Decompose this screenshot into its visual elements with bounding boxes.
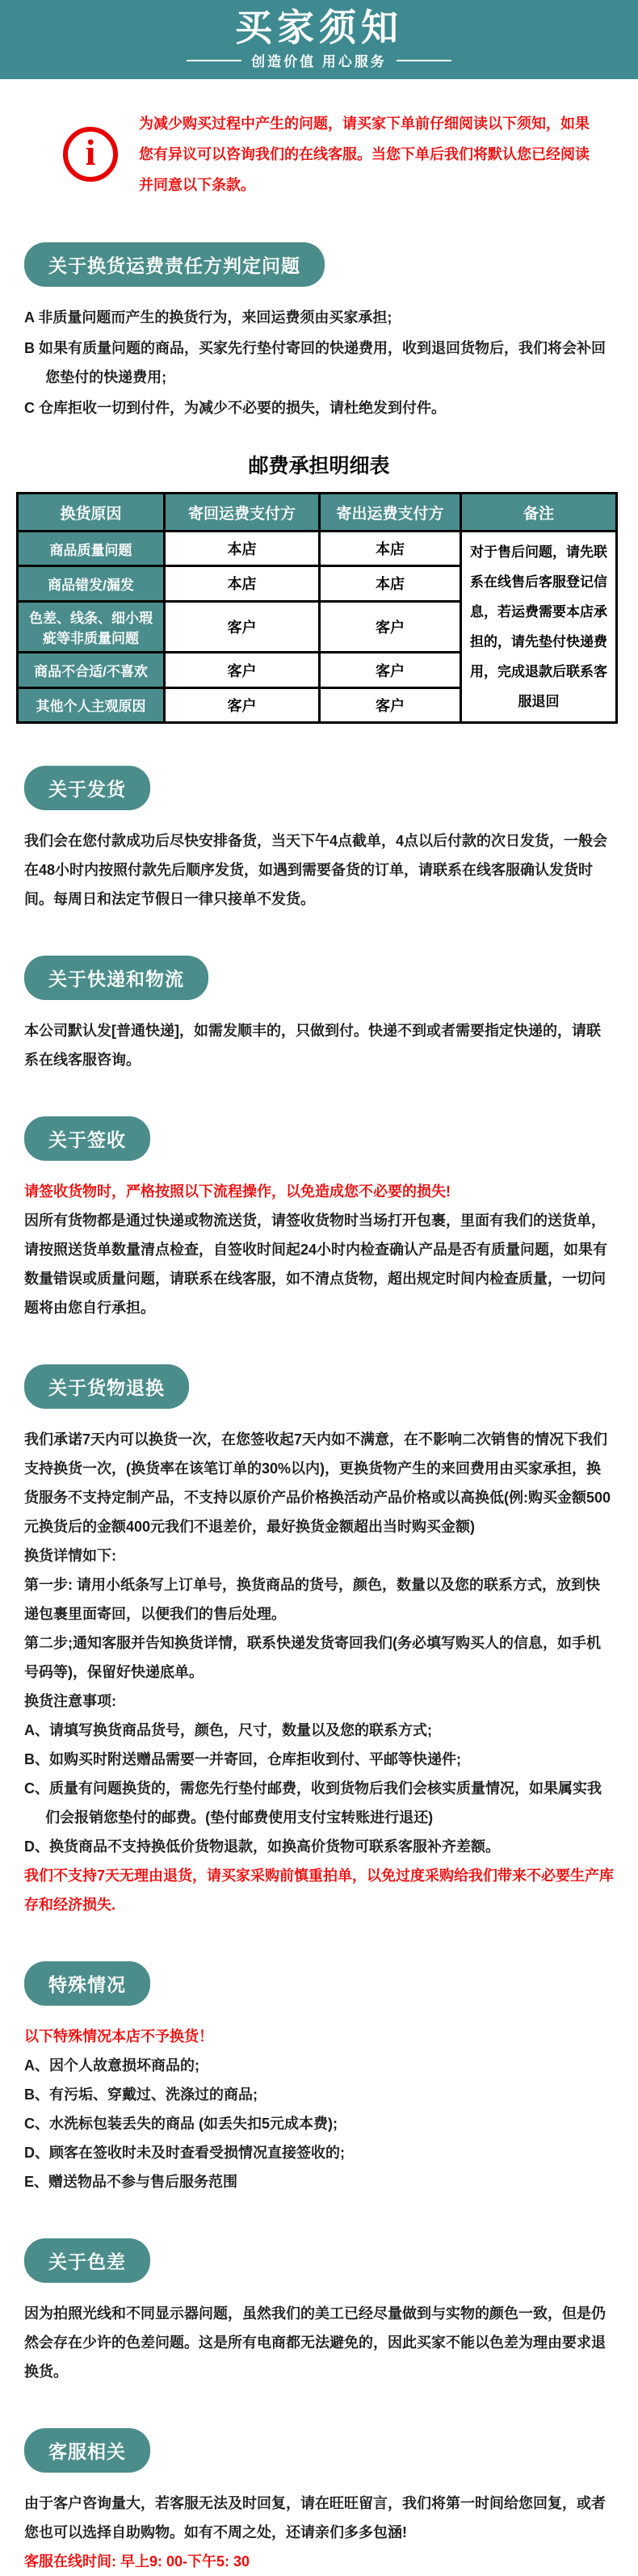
cell-return-pay: 客户 <box>165 687 320 722</box>
intro-warning-text: 为减少购买过程中产生的问题，请买家下单前仔细阅读以下须知，如果您有异议可以咨询我们的在线客服。当您下单后我们将默认您已经阅读并同意以下条款。 <box>139 116 590 193</box>
cell-send-pay: 客户 <box>320 687 461 722</box>
returns-notes <box>24 1716 614 1861</box>
returns-note: D、换货商品不支持换低价货物退款，如换高价货物可联系客服补齐差额。 <box>24 1838 500 1855</box>
list-item: B 如果有质量问题的商品，买家先行垫付寄回的快递费用，收到退回货物后，我们将会补回您垫付的快递费用; <box>24 340 606 385</box>
section-shipping <box>24 766 614 914</box>
cell-remark: 对于售后问题，请先联系在线售后客服登记信息，若运费需要本店承担的，请先垫付快递费用，完成退款后联系客服退回 <box>461 532 617 723</box>
sign-warning-text: 请签收货物时，严格按照以下流程操作，以免造成您不必要的损失! <box>24 1183 451 1200</box>
returns-intro: 我们承诺7天内可以换货一次，在您签收起7天内如不满意，在不影响二次销售的情况下我们支持换货一次，(换货率在该笔订单的30%以内)，更换货物产生的来回费用由买家承担，换货服务不支持定制产品，不支持以原价产品价格换活动产品价格或以高换低(例:购买金额500元换货后的金额400元我们不退差价，最好换货金额超出当时购买金额) <box>24 1431 611 1535</box>
section-title-service: 客服相关 <box>24 2428 150 2473</box>
section-special <box>24 1961 614 2196</box>
section-title-shipping: 关于发货 <box>24 766 150 810</box>
section-title-express: 关于快递和物流 <box>24 956 208 1000</box>
returns-detail-label: 换货详情如下: <box>24 1548 116 1564</box>
col-header-remark: 备注 <box>461 494 617 532</box>
page-content <box>0 108 638 2576</box>
returns-steps <box>24 1570 614 1687</box>
page-title: 买家须知 <box>235 6 403 48</box>
returns-notes-label: 换货注意事项: <box>24 1693 116 1709</box>
info-icon-glyph: i <box>85 132 96 173</box>
sign-body-text: 因所有货物都是通过快递或物流送货，请签收货物时当场打开包裹，里面有我们的送货单，请按照送货单数量清点检查，自签收时间起24小时内检查确认产品是否有质量问题，如果有数量错误或质量问题，请联系在线客服，如不清点货物，超出规定时间内检查质量，一切问题将由您自行承担。 <box>24 1212 608 1316</box>
list-item: C、水洗标包装丢失的商品 (如丢失扣5元成本费); <box>24 2116 338 2132</box>
returns-note: B、如购买时附送赠品需要一并寄回，仓库拒收到付、平邮等快递件; <box>24 1751 461 1767</box>
section-service <box>24 2428 614 2576</box>
divider-line-left <box>187 60 241 61</box>
section-express <box>24 956 614 1074</box>
divider-line-right <box>397 60 451 61</box>
sign-body <box>24 1177 614 1322</box>
list-item: C 仓库拒收一切到付件，为减少不必要的损失，请杜绝发到付件。 <box>24 400 446 416</box>
service-body-text: 由于客户咨询量大，若客服无法及时回复，请在旺旺留言，我们将第一时间给您回复，或者您也可以选择自助购物。如有不周之处，还请亲们多多包涵! <box>24 2495 606 2540</box>
cell-reason: 其他个人主观原因 <box>18 687 165 722</box>
returns-step: 第二步;通知客服并告知换货详情，联系快递发货寄回我们(务必填写购买人的信息，如手机号码等)，保留好快递底单。 <box>24 1635 601 1680</box>
list-item: A 非质量问题而产生的换货行为，来回运费须由买家承担; <box>24 309 392 326</box>
section-title-returns: 关于货物退换 <box>24 1364 189 1409</box>
cell-reason: 商品质量问题 <box>18 532 165 566</box>
returns-note: C、质量有问题换货的，需您先行垫付邮费，收到货物后我们会核实质量情况，如果属实我们会报销您垫付的邮费。(垫付邮费使用支付宝转账进行退还) <box>24 1780 602 1826</box>
postage-table <box>16 492 618 724</box>
returns-note: A、请填写换货商品货号，颜色，尺寸，数量以及您的联系方式; <box>24 1722 432 1738</box>
exchange-freight-items <box>24 303 614 422</box>
col-header-return-pay: 寄回运费支付方 <box>165 494 320 532</box>
cell-return-pay: 本店 <box>165 566 320 601</box>
table-row <box>18 532 617 566</box>
section-exchange-freight <box>24 242 614 724</box>
returns-body <box>24 1425 614 1919</box>
service-hours: 客服在线时间: 早上9: 00-下午5: 30 <box>24 2553 250 2570</box>
col-header-send-pay: 寄出运费支付方 <box>320 494 461 532</box>
list-item: B、有污垢、穿戴过、洗涤过的商品; <box>24 2086 258 2103</box>
service-body <box>24 2489 614 2576</box>
shipping-body: 我们会在您付款成功后尽快安排备货，当天下午4点截单，4点以后付款的次日发货，一般会在48小时内按照付款先后顺序发货，如遇到需要备货的订单，请联系在线客服确认发货时间。每周日和法定节假日一律只接单不发货。 <box>24 833 608 907</box>
cell-return-pay: 客户 <box>165 601 320 653</box>
cell-send-pay: 客户 <box>320 601 461 653</box>
page-subtitle-text: 创造价值 用心服务 <box>251 54 387 69</box>
section-returns <box>24 1364 614 1919</box>
list-item: E、赠送物品不参与售后服务范围 <box>24 2174 238 2190</box>
list-item: A、因个人故意损坏商品的; <box>24 2057 199 2074</box>
returns-step: 第一步: 请用小纸条写上订单号，换货商品的货号，颜色，数量以及您的联系方式，放到快递包裹里面寄回，以便我们的售后处理。 <box>24 1577 600 1622</box>
postage-table-title: 邮费承担明细表 <box>248 455 390 477</box>
cell-send-pay: 本店 <box>320 532 461 566</box>
special-warning: 以下特殊情况本店不予换货！ <box>24 2028 213 2044</box>
section-color-diff <box>24 2238 614 2386</box>
cell-send-pay: 本店 <box>320 566 461 601</box>
list-item: D、顾客在签收时未及时查看受损情况直接签收的; <box>24 2145 345 2161</box>
cell-send-pay: 客户 <box>320 653 461 687</box>
col-header-reason: 换货原因 <box>18 494 165 532</box>
cell-reason: 色差、线条、细小瑕疵等非质量问题 <box>18 601 165 653</box>
section-title-sign: 关于签收 <box>24 1116 150 1161</box>
page-header <box>0 0 638 79</box>
page-subtitle <box>0 50 638 70</box>
special-body <box>24 2022 614 2196</box>
section-title-special: 特殊情况 <box>24 1961 150 2006</box>
info-icon <box>63 127 118 182</box>
cell-return-pay: 本店 <box>165 532 320 566</box>
cell-return-pay: 客户 <box>165 653 320 687</box>
section-sign <box>24 1116 614 1322</box>
cell-reason: 商品错发/漏发 <box>18 566 165 601</box>
intro-warning <box>63 108 599 200</box>
color-diff-body: 因为拍照光线和不同显示器问题，虽然我们的美工已经尽量做到与实物的颜色一致，但是仍然会存在少许的色差问题。这是所有电商都无法避免的，因此买家不能以色差为理由要求退换货。 <box>24 2305 606 2380</box>
section-title-color-diff: 关于色差 <box>24 2238 150 2283</box>
section-title-exchange-freight: 关于换货运费责任方判定问题 <box>24 242 325 287</box>
cell-reason: 商品不合适/不喜欢 <box>18 653 165 687</box>
table-header-row <box>18 494 617 532</box>
express-body: 本公司默认发[普通快递]，如需发顺丰的，只做到付。快递不到或者需要指定快递的，请联系在线客服咨询。 <box>24 1023 601 1068</box>
returns-warning: 我们不支持7天无理由退货，请买家采购前慎重拍单，以免过度采购给我们带来不必要生产库存和经济损失. <box>24 1868 615 1913</box>
